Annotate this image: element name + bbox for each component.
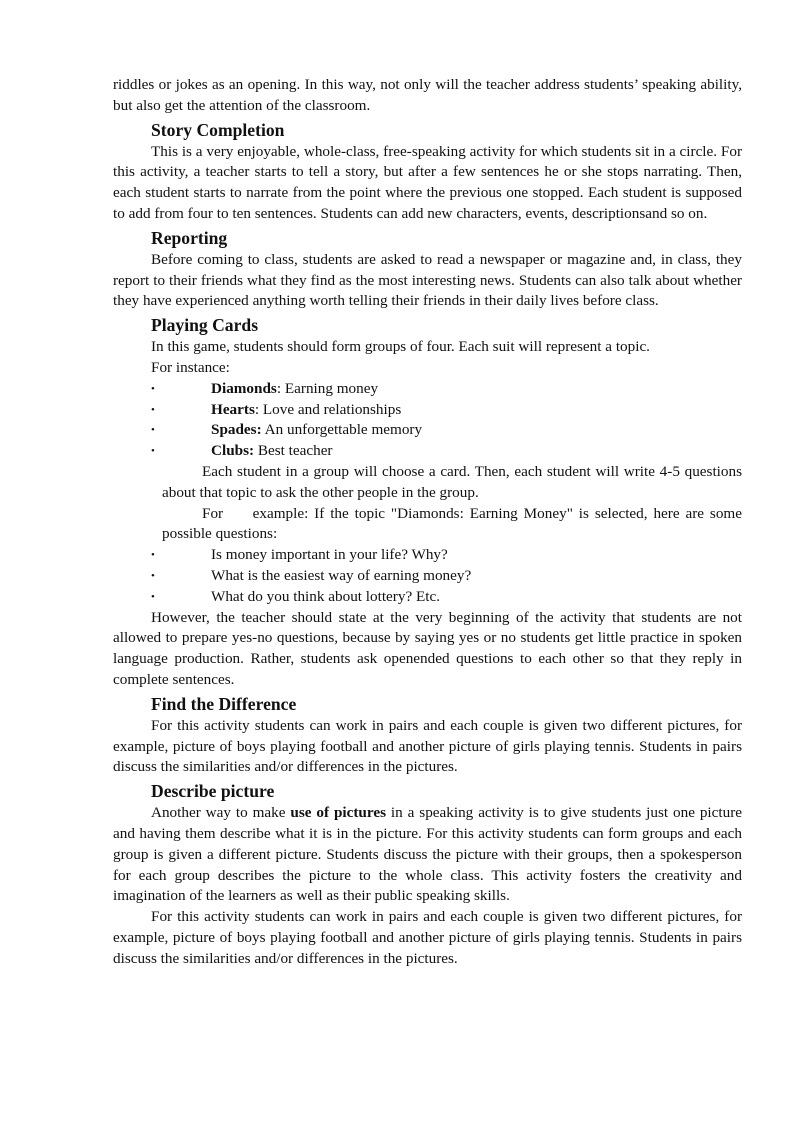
bullet-icon: • — [151, 549, 155, 562]
bullet-icon: • — [151, 590, 155, 603]
suit-name: Diamonds — [211, 379, 277, 397]
suit-topic: Earning money — [284, 379, 379, 397]
for-instance-label: For instance: — [151, 358, 230, 376]
questions-list — [113, 545, 742, 607]
suit-topic: Love and relationships — [262, 400, 402, 418]
suit-separator: : — [276, 379, 285, 397]
suits-list — [113, 379, 742, 462]
describe-picture-text-after: in a speaking activity is to give students just one picture and having them describe what it is in the picture. For this activity students can form groups and each group is given a different picture. Students discuss the picture with their groups, then a spokesperson for each group describes the picture to the whole class. This activity fosters the creativity and imagination of the learners as well as their public speaking skills. — [113, 804, 743, 905]
question-text: What do you think about lottery? Etc. — [211, 587, 441, 605]
describe-picture-heading: Describe picture — [151, 781, 275, 802]
describe-picture-paragraph-2: For this activity students can work in pairs and each couple is given two different pictures, for example, picture of boys playing football and another picture of girls playing tennis. Students in pairs discuss the similarities and/or differences in the pictures. — [113, 908, 742, 967]
suit-topic: Best teacher — [257, 442, 333, 460]
suit-name: Spades: — [211, 421, 262, 439]
suit-topic: An unforgettable memory — [264, 421, 423, 439]
question-item — [113, 587, 742, 608]
example-paragraph: For example: If the topic "Diamonds: Earning Money" is selected, here are some possible questions: — [162, 504, 746, 543]
suit-name: Clubs: — [211, 442, 255, 460]
bullet-icon: • — [151, 382, 155, 395]
reporting-paragraph: Before coming to class, students are asked to read a newspaper or magazine and, in class, they report to their friends what they find as the most interesting news. Students can also talk about whether they have experienced anything worth telling their friends in their daily lives before class. — [113, 250, 742, 310]
question-item — [113, 545, 742, 566]
suit-separator: : — [254, 400, 263, 418]
bullet-icon: • — [151, 424, 155, 437]
question-item — [113, 566, 742, 587]
bullet-icon: • — [151, 445, 155, 458]
describe-picture-paragraph — [113, 803, 742, 907]
suit-item-clubs — [113, 441, 742, 462]
playing-cards-intro: In this game, students should form groups of four. Each suit will represent a topic. — [151, 338, 650, 356]
story-completion-paragraph: This is a very enjoyable, whole-class, free-speaking activity for which students sit in a circle. For this activity, a teacher starts to tell a story, but after a few sentences he or she stops narrating. Then, each student starts to narrate from the point where the previous one stopped. Each student is supposed to add from four to ten sentences. Students can add new characters, events, descriptionsand so on. — [113, 142, 742, 222]
question-text: What is the easiest way of earning money? — [211, 566, 472, 584]
question-text: Is money important in your life? Why? — [211, 546, 448, 564]
suit-item-spades — [113, 420, 742, 441]
find-difference-heading: Find the Difference — [151, 693, 297, 714]
playing-cards-heading: Playing Cards — [151, 315, 259, 336]
bullet-icon: • — [151, 569, 155, 582]
intro-paragraph: riddles or jokes as an opening. In this way, not only will the teacher address students’ speaking ability, but also get the attention of the classroom. — [113, 76, 742, 114]
suit-item-diamonds — [113, 379, 742, 400]
however-paragraph: However, the teacher should state at the very beginning of the activity that students are not allowed to prepare yes-no questions, because by saying yes or no students get little practice in spoken language production. Rather, students ask openended questions to each other so that they reply in complete sentences. — [113, 608, 742, 688]
bullet-icon: • — [151, 403, 155, 416]
describe-picture-text-before: Another way to make — [151, 804, 291, 822]
use-of-pictures-emphasis: use of pictures — [290, 804, 387, 822]
story-completion-heading: Story Completion — [151, 119, 285, 140]
each-student-paragraph: Each student in a group will choose a card. Then, each student will write 4-5 questions about that topic to ask the other people in the group. — [162, 462, 742, 501]
suit-item-hearts — [113, 400, 742, 421]
find-difference-paragraph: For this activity students can work in pairs and each couple is given two different pictures, for example, picture of boys playing football and another picture of girls playing tennis. Students in pairs discuss the similarities and/or differences in the pictures. — [113, 716, 742, 776]
reporting-heading: Reporting — [151, 227, 228, 248]
suit-name: Hearts — [211, 400, 255, 418]
